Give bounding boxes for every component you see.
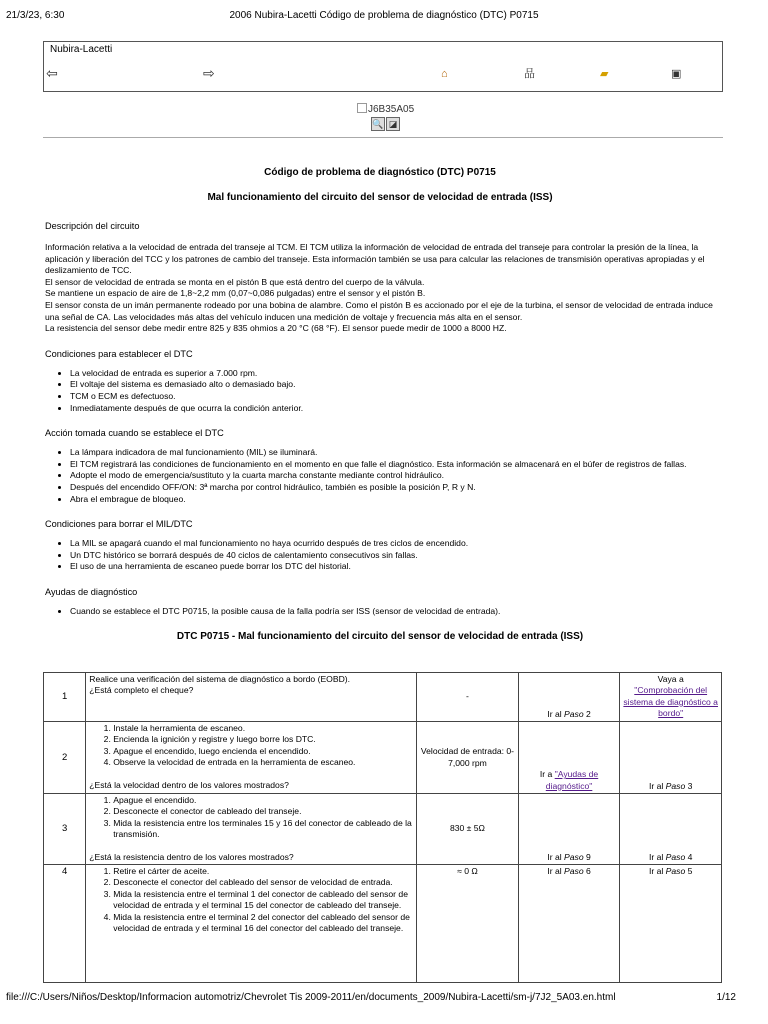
figure-placeholder	[357, 103, 414, 131]
actions-list	[45, 447, 715, 505]
forward-arrow-icon[interactable]: ⇨	[203, 65, 215, 81]
goto-step: 4	[687, 851, 693, 862]
divider	[43, 137, 723, 138]
step-text: Realice una verificación del sistema de diagnóstico a bordo (EOBD).	[89, 674, 351, 684]
list-item: • La lámpara indicadora de mal funcionamiento (MIL) se iluminará.	[70, 447, 715, 459]
broken-image-icon	[357, 103, 367, 113]
diagnostic-table	[43, 672, 722, 983]
table-row	[44, 865, 722, 983]
step-description	[86, 673, 417, 722]
paso-label: Paso	[665, 866, 686, 877]
goto-step: 5	[687, 866, 693, 877]
no-action	[620, 865, 722, 983]
goto-step: 6	[586, 866, 591, 877]
step-description	[86, 794, 417, 865]
step-question: ¿Está completo el cheque?	[89, 685, 194, 696]
step-value: -	[417, 673, 519, 722]
step-number: 1	[44, 673, 86, 722]
goto-step: 3	[687, 780, 693, 791]
paragraph: El sensor de velocidad de entrada se monta en el pistón B que está dentro del cuerpo de la válvula.	[45, 276, 425, 287]
diagnostic-aids-list	[45, 606, 715, 618]
file-path: file:///C:/Users/Niños/Desktop/Informacion automotriz/Chevrolet Tis 2009-2011/en/documents_2009/Nubira-Lacetti/sm-j/7J2_5A03.en.html	[6, 992, 616, 1003]
no-action	[620, 722, 722, 794]
no-action	[620, 794, 722, 865]
list-item: 2. Desconecte el conector del cableado del sensor de velocidad de entrada.	[113, 877, 413, 888]
table-row	[44, 722, 722, 794]
tree-icon[interactable]: 品	[524, 68, 535, 80]
yes-action	[518, 673, 620, 722]
section-heading: Condiciones para borrar el MIL/DTC	[45, 519, 193, 530]
list-item: 1. Retire el cárter de aceite.	[113, 866, 413, 877]
step-number: 4	[44, 865, 86, 983]
list-item: • El voltaje del sistema es demasiado alto o demasiado bajo.	[70, 379, 715, 391]
section-heading: Ayudas de diagnóstico	[45, 586, 138, 597]
navigation-bar	[43, 41, 723, 92]
no-action	[620, 673, 722, 722]
list-item: 3. Mida la resistencia entre los terminales 15 y 16 del conector de cableado de la transmisión.	[113, 818, 413, 841]
step-description	[86, 722, 417, 794]
home-icon[interactable]: ⌂	[441, 68, 448, 80]
step-description	[86, 865, 417, 983]
paragraph: La resistencia del sensor debe medir entre 825 y 835 ohmios a 20 °C (68 °F). El sensor puede medir de 1000 a 8000 HZ.	[45, 323, 507, 334]
step-question: ¿Está la resistencia dentro de los valores mostrados?	[89, 851, 294, 862]
list-item: 3. Apague el encendido, luego encienda el encendido.	[113, 746, 413, 757]
conditions-list	[45, 368, 715, 414]
goto-label: Ir al	[547, 708, 565, 719]
step-value: Velocidad de entrada: 0-7,000 rpm	[417, 722, 519, 794]
step-question: ¿Está la velocidad dentro de los valores mostrados?	[89, 779, 289, 790]
step-value: 830 ± 5Ω	[417, 794, 519, 865]
list-item: • Adopte el modo de emergencia/sustituto y la cuarta marcha constante mediante control hidráulico.	[70, 470, 715, 482]
eobd-check-link[interactable]: "Comprobación del sistema de diagnóstico a bordo"	[623, 685, 718, 719]
brand-label: Nubira-Lacetti	[50, 44, 113, 55]
section-heading: Acción tomada cuando se establece el DTC	[45, 428, 224, 439]
goto-step: 9	[586, 851, 591, 862]
yes-action	[518, 722, 620, 794]
print-header	[0, 0, 768, 40]
diagnostic-aids-link[interactable]: "Ayudas de diagnóstico"	[545, 769, 599, 791]
paso-label: Paso	[665, 780, 686, 791]
list-item: 4. Mida la resistencia entre el terminal 2 del conector del cableado del sensor de velocidad de entrada y el terminal 16 del conector del cableado del transeje.	[113, 912, 413, 935]
list-item: 3. Mida la resistencia entre el terminal 1 del conector de cableado del sensor de velocidad de entrada y el terminal 15 del conector de cableado del transeje.	[113, 889, 413, 912]
paso-label: Paso	[665, 851, 686, 862]
folder-icon[interactable]: ▰	[600, 68, 609, 80]
goto-label: Ir al	[648, 866, 666, 877]
zoom-icon[interactable]: 🔍	[372, 119, 384, 129]
print-title: 2006 Nubira-Lacetti Código de problema de diagnóstico (DTC) P0715	[229, 10, 539, 21]
list-item: • Abra el embrague de bloqueo.	[70, 494, 715, 506]
list-item: 2. Encienda la ignición y registre y luego borre los DTC.	[113, 734, 413, 745]
back-arrow-icon[interactable]: ⇦	[46, 65, 58, 81]
step-value: ≈ 0 Ω	[417, 865, 519, 983]
table-heading: DTC P0715 - Mal funcionamiento del circuito del sensor de velocidad de entrada (ISS)	[176, 631, 584, 643]
list-item: 2. Desconecte el conector de cableado del transeje.	[113, 806, 413, 817]
goto-label: Ir al	[648, 851, 666, 862]
table-row	[44, 794, 722, 865]
goto-label: Ir al	[547, 866, 565, 877]
list-item: • El uso de una herramienta de escaneo puede borrar los DTC del historial.	[70, 561, 715, 573]
print-date: 21/3/23, 6:30	[6, 10, 65, 21]
paso-label: Paso	[564, 851, 584, 862]
list-item: 1. Apague el encendido.	[113, 795, 413, 806]
page-title: Código de problema de diagnóstico (DTC) P0715	[264, 167, 496, 178]
goto-label: Ir al	[547, 851, 565, 862]
goto-label: Ir al	[648, 780, 666, 791]
section-heading: Descripción del circuito	[45, 221, 140, 231]
document-body	[45, 166, 715, 643]
yes-action	[518, 794, 620, 865]
figure-label: J6B35A05	[368, 104, 415, 115]
step-instructions	[89, 723, 413, 769]
paragraph: Información relativa a la velocidad de entrada del transeje al TCM. El TCM utiliza la información de velocidad de entrada del transeje para controlar la presión de la línea, la aplicación y liberación del TCC y los patrones de cambio del transeje. Esta información también se usa para calcular las relaciones de transmisión operativas apropiadas y el deslizamiento de TCC.	[45, 242, 705, 276]
paragraph: El sensor consta de un imán permanente rodeado por una bobina de alambre. Como el pistón B es accionado por el eje de la turbina, el sensor de velocidad de entrada induce una señal de CA. Las velocidades más altas del vehículo inducen una medición de voltaje y frecuencia más alta en el sensor.	[45, 299, 713, 322]
step-instructions	[89, 795, 413, 841]
goto-label: Vaya a	[657, 674, 684, 684]
step-number: 2	[44, 722, 86, 794]
list-item: • La velocidad de entrada es superior a 7.000 rpm.	[70, 368, 715, 380]
list-item: 4. Observe la velocidad de entrada en la herramienta de escaneo.	[113, 757, 413, 768]
yes-action	[518, 865, 620, 983]
section-heading: Condiciones para establecer el DTC	[45, 348, 193, 359]
list-item: • Inmediatamente después de que ocurra la condición anterior.	[70, 403, 715, 415]
list-item: • Un DTC histórico se borrará después de 40 ciclos de calentamiento consecutivos sin fallas.	[70, 550, 715, 562]
goto-step: 2	[586, 708, 591, 719]
print-icon[interactable]: ◪	[386, 117, 400, 131]
document-icon[interactable]: ▣	[671, 68, 682, 80]
list-item: • La MIL se apagará cuando el mal funcionamiento no haya ocurrido después de tres ciclos de encendido.	[70, 538, 715, 550]
table-row	[44, 673, 722, 722]
circuit-description	[45, 242, 715, 335]
paso-label: Paso	[564, 708, 584, 719]
list-item: • El TCM registrará las condiciones de funcionamiento en el momento en que falle el diagnóstico. Esta información se almacenará en el búfer de registros de fallas.	[70, 459, 715, 471]
page-number: 1/12	[716, 992, 736, 1003]
paso-label: Paso	[564, 866, 584, 877]
list-item: • TCM o ECM es defectuoso.	[70, 391, 715, 403]
list-item: 1. Instale la herramienta de escaneo.	[113, 723, 413, 734]
list-item: • Cuando se establece el DTC P0715, la posible causa de la falla podría ser ISS (sensor de velocidad de entrada).	[70, 606, 715, 618]
clear-conditions-list	[45, 538, 715, 573]
goto-label: Ir a	[539, 769, 555, 780]
list-item: • Después del encendido OFF/ON: 3ª marcha por control hidráulico, también es posible la posición P, R y N.	[70, 482, 715, 494]
step-number: 3	[44, 794, 86, 865]
page-subtitle: Mal funcionamiento del circuito del sensor de velocidad de entrada (ISS)	[207, 192, 553, 203]
step-instructions	[89, 866, 413, 934]
paragraph: Se mantiene un espacio de aire de 1,8~2,2 mm (0,07~0,086 pulgadas) entre el sensor y el pistón B.	[45, 288, 426, 299]
